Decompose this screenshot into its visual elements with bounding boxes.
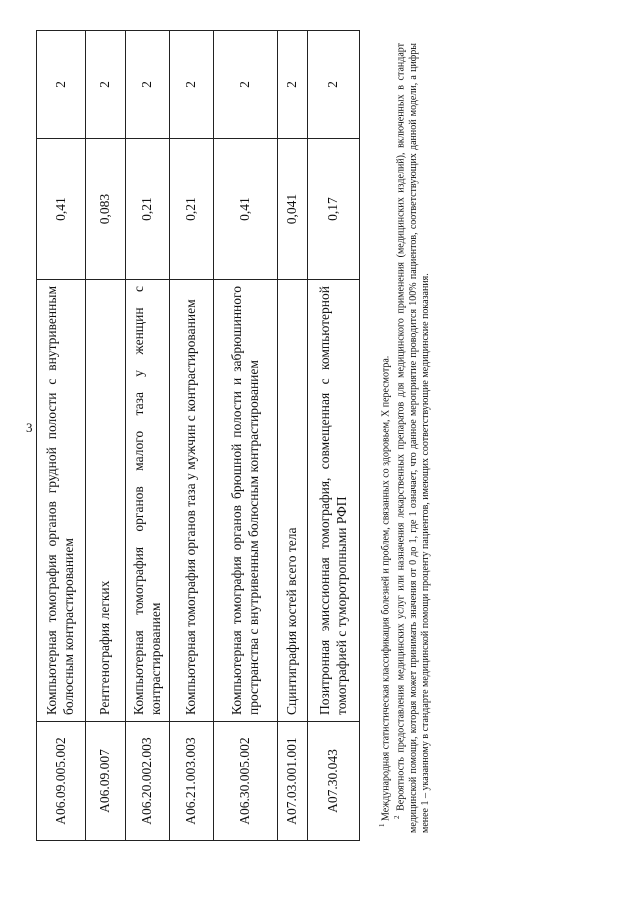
footnote-mark: 2 xyxy=(392,815,401,819)
page-number: 3 xyxy=(26,420,33,435)
frequency-value: 0,17 xyxy=(308,139,360,280)
frequency-value: 0,041 xyxy=(278,139,308,280)
multiplicity-value: 2 xyxy=(37,31,86,139)
table-row xyxy=(308,31,360,841)
footnote-text: Вероятность предоставления медицинских услуг или назначения лекарственных препаратов для медицинского применения (медицинских изделий), включенных в стандарт медицинской помощи, которая может принимать значения от 0 до 1, где 1 означает, что данное мероприятие проводится 100% пациентов, соответствующих данной модели, а цифры менее 1 – указанному в стандарте медицинской помощи проценту пациентов, имеющих соответствующие медицинские показания. xyxy=(395,43,432,833)
service-name: Компьютерная томография органов таза у мужчин с контрастированием xyxy=(170,280,214,722)
footnote-text: Международная статистическая классификация болезней и проблем, связанных со здоровьем, X пересмотра. xyxy=(380,355,392,821)
service-code: A06.30.005.002 xyxy=(214,722,278,841)
frequency-value: 0,41 xyxy=(37,139,86,280)
table-row xyxy=(278,31,308,841)
service-code: A07.30.043 xyxy=(308,722,360,841)
table-row xyxy=(214,31,278,841)
footnote-1 xyxy=(378,43,393,833)
service-name: Компьютерная томография органов грудной полости с внутривенным болюсным контрастированием xyxy=(37,280,86,722)
footnotes xyxy=(378,43,433,833)
service-name: Сцинтиграфия костей всего тела xyxy=(278,280,308,722)
table-row xyxy=(37,31,86,841)
footnote-mark: 1 xyxy=(378,823,386,827)
frequency-value: 0,41 xyxy=(214,139,278,280)
service-name: Компьютерная томография органов брюшной полости и забрюшинного пространства с внутривенным болюсным контрастированием xyxy=(214,280,278,722)
service-name: Рентгенография легких xyxy=(86,280,126,722)
frequency-value: 0,083 xyxy=(86,139,126,280)
service-name: Позитронная эмиссионная томография, совмещенная с компьютерной томографией с туморотропными РФП xyxy=(308,280,360,722)
multiplicity-value: 2 xyxy=(170,31,214,139)
service-code: A06.09.005.002 xyxy=(37,722,86,841)
table-row xyxy=(126,31,170,841)
frequency-value: 0,21 xyxy=(170,139,214,280)
table-row xyxy=(170,31,214,841)
service-name: Компьютерная томография органов малого таза у женщин с контрастированием xyxy=(126,280,170,722)
multiplicity-value: 2 xyxy=(278,31,308,139)
service-code: A07.03.001.001 xyxy=(278,722,308,841)
services-table xyxy=(36,30,360,841)
footnote-2 xyxy=(393,43,433,833)
multiplicity-value: 2 xyxy=(214,31,278,139)
service-code: A06.21.003.003 xyxy=(170,722,214,841)
table-row xyxy=(86,31,126,841)
multiplicity-value: 2 xyxy=(126,31,170,139)
multiplicity-value: 2 xyxy=(86,31,126,139)
service-code: A06.09.007 xyxy=(86,722,126,841)
frequency-value: 0,21 xyxy=(126,139,170,280)
multiplicity-value: 2 xyxy=(308,31,360,139)
service-code: A06.20.002.003 xyxy=(126,722,170,841)
